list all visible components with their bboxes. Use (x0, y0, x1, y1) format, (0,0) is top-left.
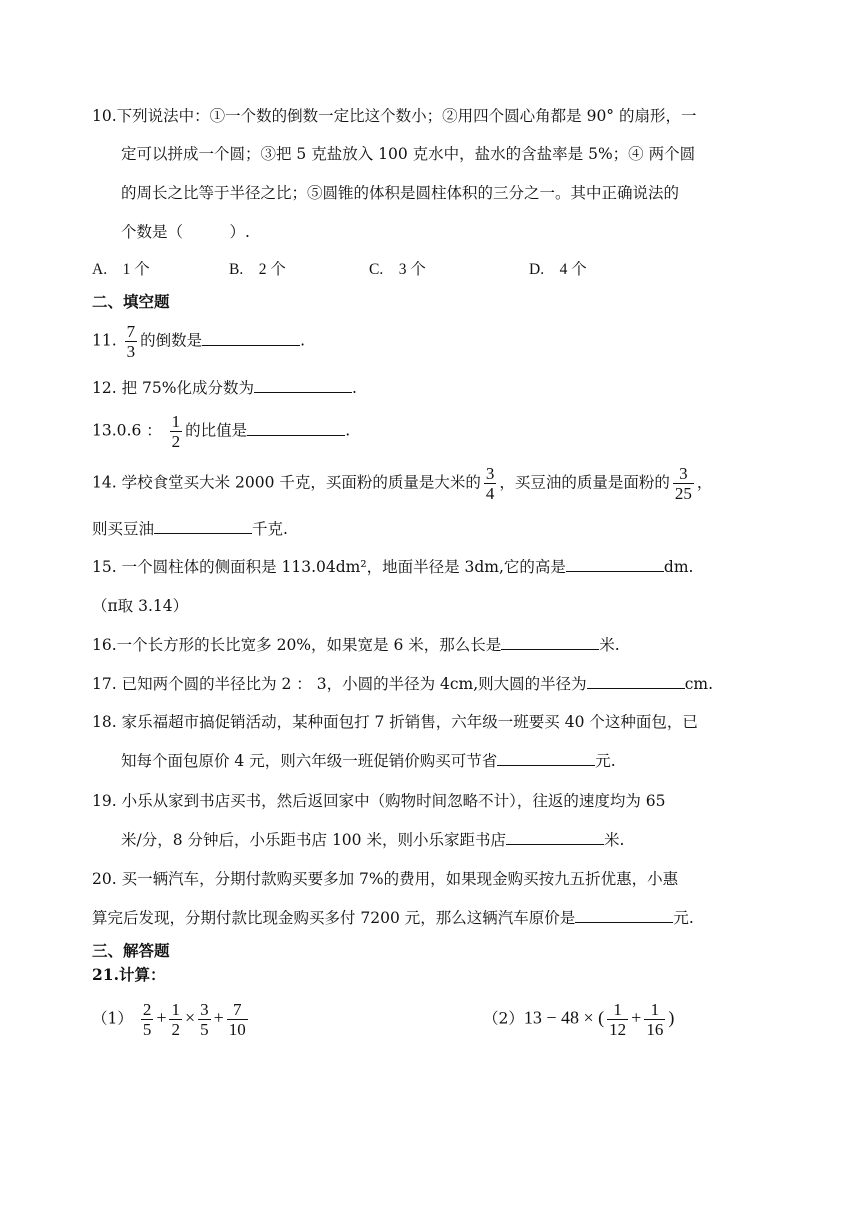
q20-end: 元. (673, 909, 694, 927)
q10-line4: 个数是（ ）. (121, 223, 250, 241)
q21-part1 (92, 1000, 251, 1039)
q13-frac-den: 2 (171, 432, 181, 451)
q15-blank[interactable] (566, 556, 664, 572)
q15-line1 (92, 556, 693, 578)
q14-line2 (92, 518, 288, 540)
q13-blank[interactable] (247, 420, 345, 436)
q16 (92, 634, 620, 656)
q17-end: cm. (684, 675, 713, 693)
q18-line2 (121, 750, 616, 772)
q13-frac-num: 1 (171, 412, 181, 431)
q10-line2: 定可以拼成一个圆；③把 5 克盐放入 100 克水中，盐水的含盐率是 5%；④ 两个圆 (121, 145, 696, 163)
p1-d-num: 7 (233, 1000, 242, 1019)
q17-text: 17. 已知两个圆的半径比为 2 ： 3，小圆的半径为 4cm,则大圆的半径为 (92, 675, 587, 693)
p2-frac-b (644, 1000, 665, 1039)
q11-number: 11. (92, 331, 117, 350)
p2-op: + (631, 1007, 642, 1028)
q12-blank[interactable] (254, 377, 352, 393)
q21-p2-label: （2） (483, 1009, 524, 1028)
q17 (92, 673, 713, 695)
q14-line1 (92, 464, 712, 503)
q14-blank[interactable] (154, 518, 252, 534)
q19-line1: 19. 小乐从家到书店买书，然后返回家中（购物时间忽略不计），往返的速度均为 65 (92, 792, 666, 810)
option-c: C. 3 个 (369, 261, 426, 278)
p1-frac-a (141, 1000, 154, 1039)
p2-frac-a (607, 1000, 628, 1039)
q14-text-e: 千克. (252, 520, 288, 538)
q21-p1-label: （1） (92, 1009, 133, 1028)
q10-line3: 的周长之比等于半径之比；⑤圆锥的体积是圆柱体积的三分之一。其中正确说法的 (121, 184, 680, 202)
q18-blank[interactable] (497, 750, 595, 766)
q17-blank[interactable] (587, 673, 685, 689)
q16-text: 16.一个长方形的长比宽多 20%，如果宽是 6 米，那么长是 (92, 636, 502, 654)
p2-tail: ) (668, 1007, 675, 1028)
p1-frac-c (198, 1000, 211, 1039)
q12 (92, 377, 357, 399)
p1-c-den: 5 (200, 1020, 209, 1039)
q11-fraction (125, 322, 138, 361)
q15-line2: （π取 3.14） (92, 597, 189, 615)
q18-text: 知每个面包原价 4 元，则六年级一班促销价购买可节省 (121, 752, 498, 770)
q19-end: 米. (603, 831, 625, 849)
p2-a-den: 12 (609, 1020, 627, 1039)
q19-line2 (121, 829, 624, 851)
p1-op2: × (184, 1007, 196, 1028)
q20-blank[interactable] (575, 907, 673, 923)
p1-a-den: 5 (142, 1020, 152, 1039)
q13 (92, 412, 350, 451)
p1-a-num: 2 (142, 1000, 152, 1019)
q11-end: . (300, 331, 306, 350)
q13-number: 13.0.6 ： (92, 421, 162, 440)
q11-frac-den: 3 (126, 342, 136, 361)
p1-b-num: 1 (171, 1000, 180, 1019)
p2-a-num: 1 (613, 1000, 622, 1019)
p1-d-den: 10 (228, 1020, 246, 1039)
q14-text-d: 则买豆油 (92, 520, 155, 538)
q13-end: . (345, 421, 351, 440)
p1-frac-d (227, 1000, 248, 1039)
q18-line1: 18. 家乐福超市搞促销活动，某种面包打 7 折销售，六年级一班要买 40 个这种面包，已 (92, 713, 698, 731)
q13-fraction (170, 412, 183, 451)
q20-line2 (92, 907, 694, 929)
q11-text: 的倒数是 (140, 331, 203, 350)
p2-b-den: 16 (646, 1020, 664, 1039)
option-b: B. 2 个 (229, 261, 286, 278)
option-a: A. 1 个 (92, 261, 150, 278)
q10-line1: 10.下列说法中：①一个数的倒数一定比这个数小；②用四个圆心角都是 90° 的扇形，一 (92, 107, 697, 125)
q10-options (92, 259, 587, 281)
q11 (92, 322, 305, 361)
p1-b-den: 2 (171, 1020, 180, 1039)
q11-blank[interactable] (202, 330, 300, 346)
q14-f2-den: 25 (674, 484, 692, 503)
q21-title: 21.计算： (92, 965, 166, 984)
q12-text: 12. 把 75%化成分数为 (92, 379, 254, 397)
q21-part2 (483, 1000, 674, 1039)
section-3-title: 三、解答题 (92, 941, 170, 960)
q19-text: 米/分，8 分钟后，小乐距书店 100 米，则小乐家距书店 (121, 831, 506, 849)
option-d: D. 4 个 (529, 261, 587, 278)
q18-end: 元. (595, 752, 616, 770)
q14-f2-num: 3 (679, 464, 688, 483)
q11-frac-num: 7 (126, 322, 136, 341)
q14-fraction-1 (484, 464, 497, 503)
section-2-title: 二、填空题 (92, 292, 170, 311)
p1-op1: + (156, 1007, 167, 1028)
q14-text-a: 14. 学校食堂买大米 2000 千克，买面粉的质量是大米的 (92, 473, 481, 492)
q13-text: 的比值是 (185, 421, 248, 440)
q15-end: dm. (663, 558, 694, 576)
q12-end: . (351, 379, 357, 397)
q15-text: 15. 一个圆柱体的侧面积是 113.04dm²，地面半径是 3dm,它的高是 (92, 558, 566, 576)
q14-text-c: ， (696, 473, 713, 492)
q14-f1-den: 4 (485, 484, 495, 503)
p2-lead: 13 − 48 × ( (523, 1007, 605, 1028)
p1-op3: + (213, 1007, 224, 1028)
q16-blank[interactable] (501, 634, 599, 650)
q19-blank[interactable] (506, 829, 604, 845)
p1-c-num: 3 (200, 1000, 209, 1019)
q14-fraction-2 (673, 464, 694, 503)
q14-f1-num: 3 (485, 464, 495, 483)
q16-end: 米. (599, 636, 620, 654)
q20-line1: 20. 买一辆汽车，分期付款购买要多加 7%的费用，如果现金购买按九五折优惠，小惠 (92, 870, 679, 888)
q14-text-b: ，买豆油的质量是面粉的 (499, 473, 670, 492)
p1-frac-b (169, 1000, 182, 1039)
p2-b-num: 1 (650, 1000, 660, 1019)
q20-text: 算完后发现，分期付款比现金购买多付 7200 元，那么这辆汽车原价是 (92, 909, 576, 927)
